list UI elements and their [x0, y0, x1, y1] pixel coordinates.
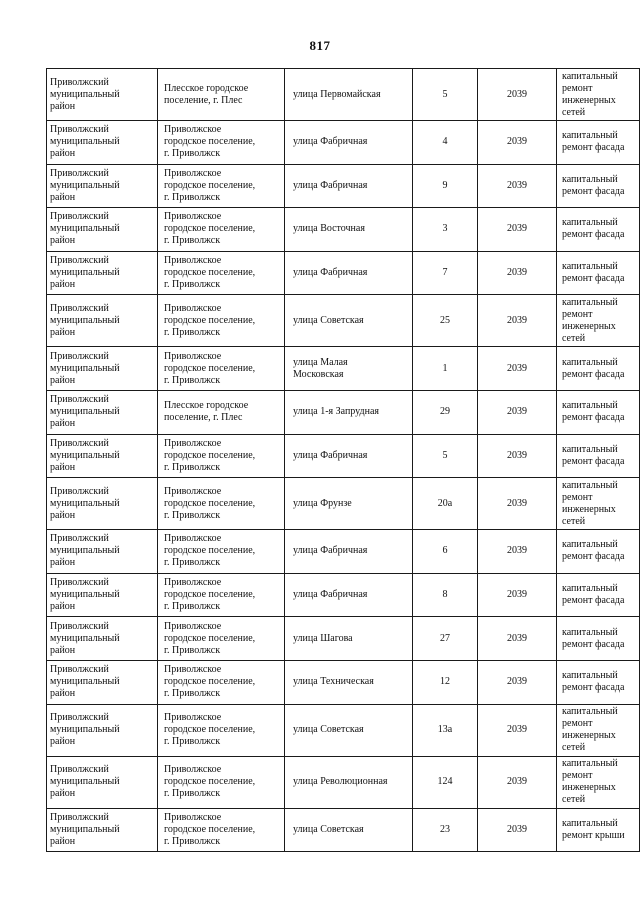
street-cell: [285, 69, 413, 121]
street-cell: [285, 295, 413, 347]
settlement-cell-line: г. Приволжск: [164, 788, 221, 800]
settlement-cell-line: Приволжское: [164, 533, 222, 545]
settlement-cell: [158, 530, 285, 574]
year-cell: 2039: [478, 347, 557, 391]
settlement-cell-line: городское поселение,: [164, 136, 256, 148]
house-number-cell: 27: [413, 617, 478, 661]
street-cell: [285, 208, 413, 252]
work-type-cell: [557, 704, 640, 756]
street-cell-line: улица Малая: [293, 356, 348, 368]
district-cell-line: муниципальный: [50, 223, 120, 235]
district-cell-line: Приволжский: [50, 533, 109, 545]
work-type-cell-line: капитальный: [562, 70, 618, 82]
district-cell: [47, 617, 158, 661]
work-type-cell-line: ремонт фасада: [562, 142, 625, 154]
year-cell: 2039: [478, 434, 557, 478]
house-number-cell: 23: [413, 808, 478, 852]
work-type-cell-line: инженерных: [562, 320, 616, 332]
settlement-cell-line: Приволжское: [164, 485, 222, 497]
district-cell-line: Приволжский: [50, 764, 109, 776]
district-cell-line: район: [50, 788, 76, 800]
district-cell-line: муниципальный: [50, 776, 120, 788]
street-cell-line: улица Первомайская: [293, 88, 381, 100]
district-cell-line: район: [50, 736, 76, 748]
settlement-cell-line: городское поселение,: [164, 179, 256, 191]
settlement-cell-line: городское поселение,: [164, 823, 256, 835]
settlement-cell: [158, 69, 285, 121]
settlement-cell-line: Приволжское: [164, 255, 222, 267]
district-cell: [47, 121, 158, 165]
house-number-cell: 7: [413, 251, 478, 295]
house-number-cell: 29: [413, 390, 478, 434]
work-type-cell: [557, 617, 640, 661]
work-type-cell: [557, 808, 640, 852]
district-cell: [47, 69, 158, 121]
work-type-cell: [557, 573, 640, 617]
district-cell-line: район: [50, 461, 76, 473]
district-cell-line: муниципальный: [50, 823, 120, 835]
settlement-cell-line: городское поселение,: [164, 267, 256, 279]
settlement-cell: [158, 808, 285, 852]
district-cell-line: Приволжский: [50, 394, 109, 406]
street-cell-line: улица Шагова: [293, 632, 353, 644]
district-cell-line: район: [50, 835, 76, 847]
district-cell-line: район: [50, 509, 76, 521]
work-type-cell-line: ремонт: [562, 308, 593, 320]
work-type-cell-line: капитальный: [562, 173, 618, 185]
settlement-cell: [158, 251, 285, 295]
work-type-cell-line: капитальный: [562, 758, 618, 770]
street-cell-line: улица Фабричная: [293, 545, 368, 557]
house-number-cell: 6: [413, 530, 478, 574]
street-cell-line: улица Восточная: [293, 223, 365, 235]
district-cell-line: муниципальный: [50, 88, 120, 100]
district-cell-line: Приволжский: [50, 664, 109, 676]
table-row: [47, 121, 640, 165]
work-type-cell-line: капитальный: [562, 539, 618, 551]
work-type-cell: [557, 478, 640, 530]
work-type-cell-line: капитальный: [562, 626, 618, 638]
street-cell-line: улица Фабричная: [293, 267, 368, 279]
work-type-cell-line: инженерных: [562, 94, 616, 106]
year-cell: 2039: [478, 530, 557, 574]
street-cell: [285, 434, 413, 478]
table-row: [47, 704, 640, 756]
settlement-cell-line: Приволжское: [164, 167, 222, 179]
work-type-cell: [557, 121, 640, 165]
street-cell: [285, 617, 413, 661]
settlement-cell-line: городское поселение,: [164, 223, 256, 235]
work-type-cell-line: инженерных: [562, 503, 616, 515]
year-cell: 2039: [478, 390, 557, 434]
settlement-cell-line: г. Приволжск: [164, 644, 221, 656]
work-type-cell-line: сетей: [562, 515, 586, 527]
settlement-cell-line: Плесское городское: [164, 400, 249, 412]
table-row: [47, 530, 640, 574]
street-cell-line: улица Фрунзе: [293, 497, 352, 509]
district-cell-line: Приволжский: [50, 577, 109, 589]
district-cell: [47, 164, 158, 208]
settlement-cell-line: поселение, г. Плес: [164, 412, 243, 424]
street-cell: [285, 121, 413, 165]
table-row: [47, 69, 640, 121]
work-type-cell-line: капитальный: [562, 356, 618, 368]
district-cell-line: муниципальный: [50, 676, 120, 688]
settlement-cell-line: г. Приволжск: [164, 736, 221, 748]
street-cell-line: улица Фабричная: [293, 589, 368, 601]
settlement-cell-line: городское поселение,: [164, 497, 256, 509]
work-type-cell-line: капитальный: [562, 217, 618, 229]
district-cell: [47, 347, 158, 391]
settlement-cell-line: Приволжское: [164, 350, 222, 362]
settlement-cell-line: городское поселение,: [164, 545, 256, 557]
year-cell: 2039: [478, 617, 557, 661]
district-cell-line: Приволжский: [50, 485, 109, 497]
work-type-cell-line: ремонт фасада: [562, 229, 625, 241]
settlement-cell-line: поселение, г. Плес: [164, 94, 243, 106]
district-cell-line: район: [50, 326, 76, 338]
work-type-cell-line: капитальный: [562, 296, 618, 308]
settlement-cell-line: Приволжское: [164, 712, 222, 724]
street-cell: [285, 530, 413, 574]
house-number-cell: 3: [413, 208, 478, 252]
work-type-cell: [557, 660, 640, 704]
table-row: [47, 347, 640, 391]
work-type-cell-line: капитальный: [562, 583, 618, 595]
settlement-cell-line: городское поселение,: [164, 362, 256, 374]
work-type-cell-line: инженерных: [562, 730, 616, 742]
district-cell-line: район: [50, 235, 76, 247]
house-number-cell: 25: [413, 295, 478, 347]
year-cell: 2039: [478, 704, 557, 756]
street-cell-line: улица Фабричная: [293, 136, 368, 148]
district-cell-line: район: [50, 601, 76, 613]
district-cell-line: Приволжский: [50, 437, 109, 449]
settlement-cell-line: Приволжское: [164, 211, 222, 223]
district-cell: [47, 295, 158, 347]
table-row: [47, 617, 640, 661]
settlement-cell-line: Приволжское: [164, 577, 222, 589]
settlement-cell: [158, 347, 285, 391]
settlement-cell-line: Плесское городское: [164, 82, 249, 94]
district-cell-line: район: [50, 418, 76, 430]
street-cell-line: улица Фабричная: [293, 449, 368, 461]
work-type-cell-line: капитальный: [562, 670, 618, 682]
district-cell-line: Приволжский: [50, 76, 109, 88]
street-cell: [285, 390, 413, 434]
settlement-cell-line: Приволжское: [164, 664, 222, 676]
settlement-cell-line: г. Приволжск: [164, 148, 221, 160]
district-cell-line: район: [50, 191, 76, 203]
district-cell-line: муниципальный: [50, 545, 120, 557]
work-type-cell-line: сетей: [562, 332, 586, 344]
street-cell: [285, 704, 413, 756]
work-type-cell-line: ремонт фасада: [562, 682, 625, 694]
street-cell: [285, 478, 413, 530]
work-type-cell-line: ремонт фасада: [562, 595, 625, 607]
settlement-cell: [158, 208, 285, 252]
settlement-cell-line: г. Приволжск: [164, 326, 221, 338]
settlement-cell: [158, 434, 285, 478]
settlement-cell-line: Приволжское: [164, 437, 222, 449]
year-cell: 2039: [478, 251, 557, 295]
table-row: [47, 756, 640, 808]
work-type-cell-line: капитальный: [562, 130, 618, 142]
work-type-cell-line: ремонт: [562, 718, 593, 730]
district-cell: [47, 660, 158, 704]
district-cell-line: муниципальный: [50, 136, 120, 148]
settlement-cell-line: г. Приволжск: [164, 509, 221, 521]
street-cell: [285, 164, 413, 208]
work-type-cell-line: ремонт фасада: [562, 551, 625, 563]
district-cell-line: Приволжский: [50, 350, 109, 362]
year-cell: 2039: [478, 660, 557, 704]
house-number-cell: 4: [413, 121, 478, 165]
district-cell-line: Приволжский: [50, 124, 109, 136]
work-type-cell-line: капитальный: [562, 706, 618, 718]
settlement-cell-line: г. Приволжск: [164, 461, 221, 473]
settlement-cell-line: городское поселение,: [164, 676, 256, 688]
district-cell-line: муниципальный: [50, 267, 120, 279]
settlement-cell-line: городское поселение,: [164, 589, 256, 601]
settlement-cell: [158, 121, 285, 165]
settlement-cell-line: городское поселение,: [164, 449, 256, 461]
work-type-cell-line: капитальный: [562, 479, 618, 491]
district-cell: [47, 530, 158, 574]
street-cell: [285, 808, 413, 852]
settlement-cell-line: г. Приволжск: [164, 279, 221, 291]
work-type-cell: [557, 164, 640, 208]
year-cell: 2039: [478, 573, 557, 617]
work-type-cell-line: ремонт фасада: [562, 368, 625, 380]
work-type-cell-line: ремонт: [562, 82, 593, 94]
settlement-cell: [158, 756, 285, 808]
street-cell-line: улица Фабричная: [293, 179, 368, 191]
work-type-cell: [557, 756, 640, 808]
year-cell: 2039: [478, 295, 557, 347]
settlement-cell-line: Приволжское: [164, 124, 222, 136]
house-number-cell: 13а: [413, 704, 478, 756]
district-cell-line: муниципальный: [50, 724, 120, 736]
district-cell-line: муниципальный: [50, 179, 120, 191]
work-type-cell-line: капитальный: [562, 261, 618, 273]
work-type-cell-line: ремонт крыши: [562, 829, 625, 841]
work-type-cell-line: инженерных: [562, 782, 616, 794]
table-row: [47, 573, 640, 617]
district-cell-line: Приволжский: [50, 811, 109, 823]
settlement-cell-line: г. Приволжск: [164, 191, 221, 203]
year-cell: 2039: [478, 808, 557, 852]
district-cell: [47, 208, 158, 252]
work-type-cell: [557, 208, 640, 252]
district-cell-line: район: [50, 374, 76, 386]
settlement-cell: [158, 660, 285, 704]
district-cell-line: район: [50, 148, 76, 160]
house-number-cell: 124: [413, 756, 478, 808]
district-cell-line: район: [50, 688, 76, 700]
table-row: [47, 251, 640, 295]
work-type-cell-line: капитальный: [562, 400, 618, 412]
settlement-cell-line: г. Приволжск: [164, 235, 221, 247]
settlement-cell: [158, 390, 285, 434]
settlement-cell-line: г. Приволжск: [164, 835, 221, 847]
district-cell-line: Приволжский: [50, 255, 109, 267]
table-row: [47, 295, 640, 347]
table-row: [47, 208, 640, 252]
year-cell: 2039: [478, 69, 557, 121]
settlement-cell-line: г. Приволжск: [164, 601, 221, 613]
district-cell: [47, 756, 158, 808]
housing-registry-table: [46, 68, 640, 852]
district-cell: [47, 434, 158, 478]
settlement-cell: [158, 295, 285, 347]
district-cell-line: Приволжский: [50, 211, 109, 223]
district-cell: [47, 478, 158, 530]
work-type-cell-line: ремонт фасада: [562, 273, 625, 285]
district-cell: [47, 808, 158, 852]
work-type-cell: [557, 530, 640, 574]
table-row: [47, 390, 640, 434]
street-cell-line: улица Советская: [293, 724, 364, 736]
work-type-cell-line: сетей: [562, 106, 586, 118]
table-row: [47, 478, 640, 530]
district-cell-line: муниципальный: [50, 314, 120, 326]
house-number-cell: 9: [413, 164, 478, 208]
settlement-cell-line: Приволжское: [164, 302, 222, 314]
settlement-cell: [158, 478, 285, 530]
work-type-cell-line: сетей: [562, 742, 586, 754]
street-cell: [285, 347, 413, 391]
table-row: [47, 660, 640, 704]
work-type-cell-line: ремонт фасада: [562, 185, 625, 197]
street-cell-line: улица 1-я Запрудная: [293, 406, 380, 418]
year-cell: 2039: [478, 164, 557, 208]
work-type-cell-line: ремонт фасада: [562, 455, 625, 467]
settlement-cell: [158, 164, 285, 208]
year-cell: 2039: [478, 478, 557, 530]
year-cell: 2039: [478, 121, 557, 165]
district-cell-line: Приволжский: [50, 620, 109, 632]
work-type-cell-line: сетей: [562, 794, 586, 806]
district-cell: [47, 390, 158, 434]
settlement-cell-line: г. Приволжск: [164, 374, 221, 386]
table-row: [47, 808, 640, 852]
settlement-cell: [158, 617, 285, 661]
house-number-cell: 1: [413, 347, 478, 391]
work-type-cell-line: капитальный: [562, 817, 618, 829]
settlement-cell-line: Приволжское: [164, 811, 222, 823]
street-cell: [285, 251, 413, 295]
district-cell-line: район: [50, 100, 76, 112]
district-cell-line: район: [50, 644, 76, 656]
street-cell-line: Московская: [293, 368, 344, 380]
work-type-cell: [557, 251, 640, 295]
table-row: [47, 434, 640, 478]
settlement-cell: [158, 573, 285, 617]
settlement-cell-line: городское поселение,: [164, 776, 256, 788]
district-cell-line: Приволжский: [50, 167, 109, 179]
house-number-cell: 5: [413, 434, 478, 478]
work-type-cell: [557, 390, 640, 434]
settlement-cell-line: г. Приволжск: [164, 557, 221, 569]
district-cell-line: муниципальный: [50, 632, 120, 644]
district-cell-line: муниципальный: [50, 589, 120, 601]
district-cell-line: муниципальный: [50, 449, 120, 461]
year-cell: 2039: [478, 756, 557, 808]
year-cell: 2039: [478, 208, 557, 252]
street-cell-line: улица Техническая: [293, 676, 374, 688]
work-type-cell-line: ремонт: [562, 491, 593, 503]
district-cell-line: район: [50, 279, 76, 291]
settlement-cell-line: Приволжское: [164, 620, 222, 632]
work-type-cell: [557, 434, 640, 478]
settlement-cell-line: Приволжское: [164, 764, 222, 776]
work-type-cell-line: ремонт фасада: [562, 638, 625, 650]
settlement-cell-line: городское поселение,: [164, 632, 256, 644]
work-type-cell: [557, 69, 640, 121]
district-cell: [47, 251, 158, 295]
work-type-cell: [557, 347, 640, 391]
street-cell: [285, 756, 413, 808]
street-cell-line: улица Советская: [293, 314, 364, 326]
district-cell-line: район: [50, 557, 76, 569]
street-cell: [285, 660, 413, 704]
district-cell-line: Приволжский: [50, 302, 109, 314]
settlement-cell-line: городское поселение,: [164, 724, 256, 736]
district-cell-line: муниципальный: [50, 497, 120, 509]
settlement-cell: [158, 704, 285, 756]
district-cell-line: Приволжский: [50, 712, 109, 724]
district-cell-line: муниципальный: [50, 362, 120, 374]
work-type-cell-line: капитальный: [562, 443, 618, 455]
table-body: [47, 69, 640, 852]
table-row: [47, 164, 640, 208]
settlement-cell-line: городское поселение,: [164, 314, 256, 326]
work-type-cell-line: ремонт: [562, 770, 593, 782]
house-number-cell: 12: [413, 660, 478, 704]
settlement-cell-line: г. Приволжск: [164, 688, 221, 700]
street-cell: [285, 573, 413, 617]
district-cell-line: муниципальный: [50, 406, 120, 418]
work-type-cell: [557, 295, 640, 347]
district-cell: [47, 704, 158, 756]
house-number-cell: 8: [413, 573, 478, 617]
page-number: 817: [309, 38, 331, 53]
street-cell-line: улица Советская: [293, 823, 364, 835]
house-number-cell: 5: [413, 69, 478, 121]
street-cell-line: улица Революционная: [293, 776, 388, 788]
work-type-cell-line: ремонт фасада: [562, 412, 625, 424]
district-cell: [47, 573, 158, 617]
house-number-cell: 20а: [413, 478, 478, 530]
